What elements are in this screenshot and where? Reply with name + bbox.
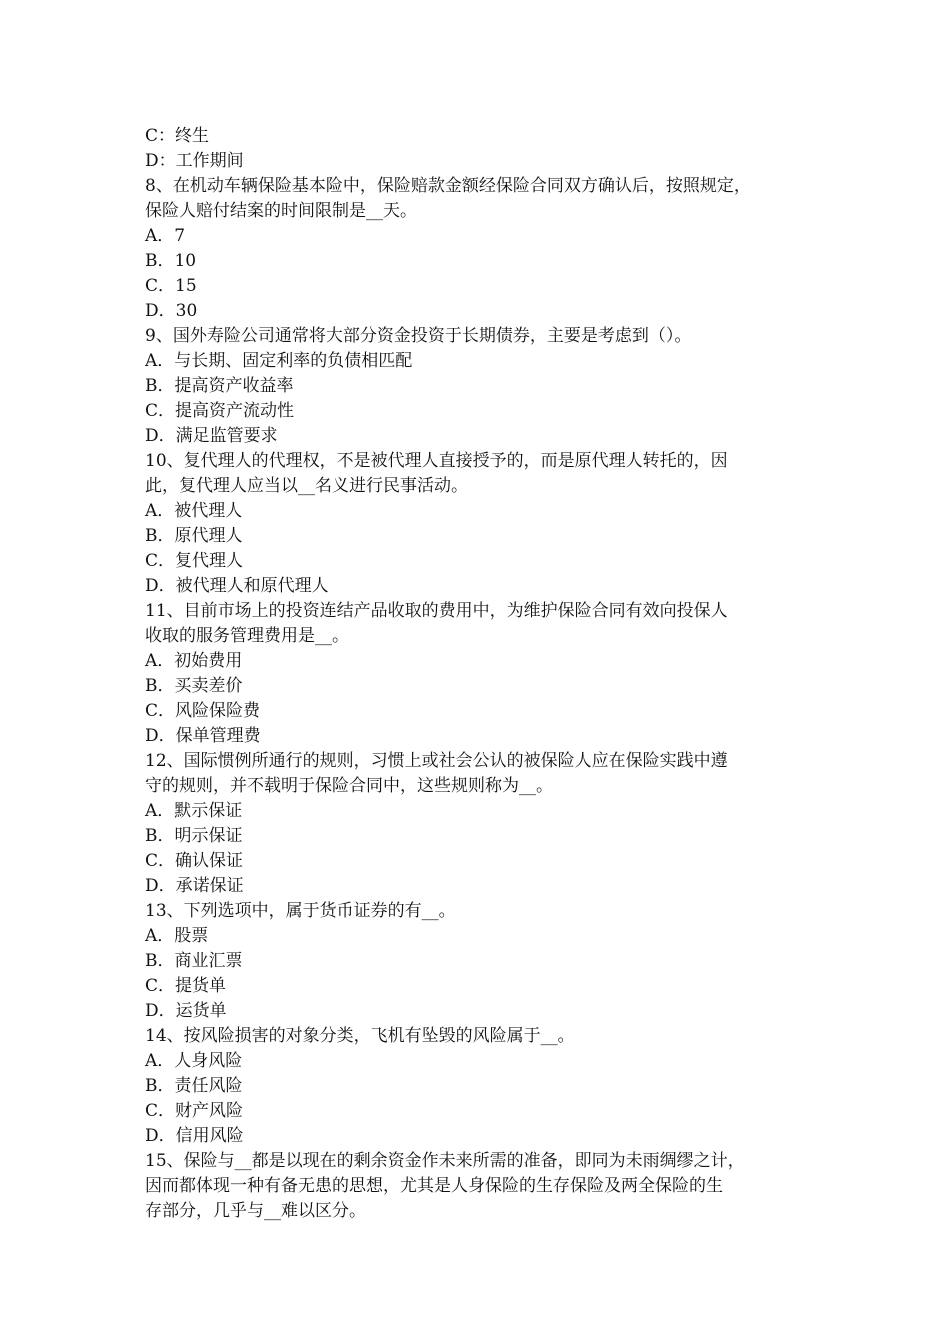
option-line: D．30 bbox=[145, 301, 198, 321]
option-line: D．信用风险 bbox=[145, 1126, 244, 1146]
option-line: A．与长期、固定利率的负债相匹配 bbox=[145, 351, 413, 371]
option-line: C．风险保险费 bbox=[145, 701, 261, 721]
option-line: A．初始费用 bbox=[145, 651, 243, 671]
option-line: C．15 bbox=[145, 276, 197, 296]
option-line: A．人身风险 bbox=[145, 1051, 243, 1071]
text-line: C：终生 bbox=[145, 126, 210, 146]
question-line: 14、按风险损害的对象分类，飞机有坠毁的风险属于__。 bbox=[145, 1026, 575, 1046]
option-line: D．被代理人和原代理人 bbox=[145, 576, 329, 596]
question-line: 9、国外寿险公司通常将大部分资金投资于长期债券，主要是考虑到（）。 bbox=[145, 326, 692, 346]
option-line: C．提货单 bbox=[145, 976, 227, 996]
option-line: D．满足监管要求 bbox=[145, 426, 278, 446]
question-line: 此，复代理人应当以__名义进行民事活动。 bbox=[145, 476, 468, 496]
option-line: C．提高资产流动性 bbox=[145, 401, 295, 421]
option-line: D．运货单 bbox=[145, 1001, 227, 1021]
question-line: 8、在机动车辆保险基本险中，保险赔款金额经保险合同双方确认后，按照规定， bbox=[145, 176, 751, 196]
question-line: 15、保险与__都是以现在的剩余资金作未来所需的准备，即同为未雨绸缪之计， bbox=[145, 1151, 745, 1171]
option-line: A．7 bbox=[145, 226, 186, 246]
option-line: D．承诺保证 bbox=[145, 876, 244, 896]
question-line: 守的规则，并不载明于保险合同中，这些规则称为__。 bbox=[145, 776, 553, 796]
option-line: B．商业汇票 bbox=[145, 951, 243, 971]
option-line: B．10 bbox=[145, 251, 197, 271]
question-line: 11、目前市场上的投资连结产品收取的费用中，为维护保险合同有效向投保人 bbox=[145, 601, 728, 621]
option-line: C．确认保证 bbox=[145, 851, 244, 871]
question-line: 保险人赔付结案的时间限制是__天。 bbox=[145, 201, 417, 221]
option-line: B．责任风险 bbox=[145, 1076, 243, 1096]
option-line: A．被代理人 bbox=[145, 501, 243, 521]
option-line: B．原代理人 bbox=[145, 526, 243, 546]
question-line: 存部分，几乎与__难以区分。 bbox=[145, 1201, 366, 1221]
option-line: C．复代理人 bbox=[145, 551, 244, 571]
question-line: 13、下列选项中，属于货币证券的有__。 bbox=[145, 901, 456, 921]
question-line: 因而都体现一种有备无患的思想，尤其是人身保险的生存保险及两全保险的生 bbox=[145, 1176, 723, 1196]
option-line: B．明示保证 bbox=[145, 826, 243, 846]
question-line: 10、复代理人的代理权，不是被代理人直接授予的，而是原代理人转托的，因 bbox=[145, 451, 728, 471]
text-line: D：工作期间 bbox=[145, 151, 244, 171]
option-line: A．股票 bbox=[145, 926, 209, 946]
question-line: 12、国际惯例所通行的规则，习惯上或社会公认的被保险人应在保险实践中遵 bbox=[145, 751, 728, 771]
question-line: 收取的服务管理费用是__。 bbox=[145, 626, 349, 646]
option-line: B．提高资产收益率 bbox=[145, 376, 294, 396]
option-line: A．默示保证 bbox=[145, 801, 243, 821]
option-line: D．保单管理费 bbox=[145, 726, 261, 746]
document-text bbox=[145, 124, 825, 1224]
option-line: C．财产风险 bbox=[145, 1101, 244, 1121]
option-line: B．买卖差价 bbox=[145, 676, 243, 696]
